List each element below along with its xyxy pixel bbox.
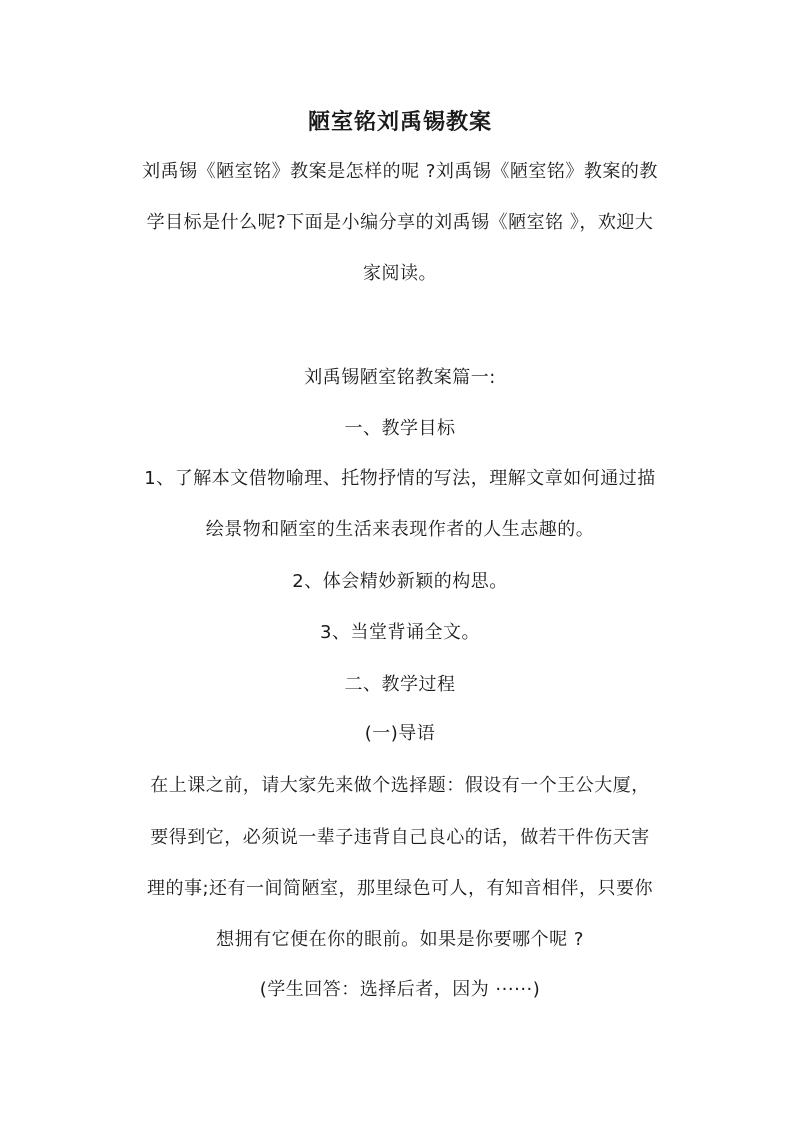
goal-2: 2、体会精妙新颖的构思。	[292, 571, 508, 592]
student-answer: (学生回答：选择后者，因为 ······)	[259, 979, 541, 1000]
intro-line-3: 家阅读。	[363, 263, 437, 284]
paragraph-line-1: 在上课之前，请大家先来做个选择题：假设有一个王公大厦，	[150, 775, 650, 796]
paragraph-line-4: 想拥有它便在你的眼前。如果是你要哪个呢 ?	[216, 929, 584, 950]
intro-subheading: (一)导语	[364, 723, 436, 744]
intro-line-1: 刘禹锡《陋室铭》教案是怎样的呢 ?刘禹锡《陋室铭》教案的教	[142, 161, 658, 182]
process-heading: 二、教学过程	[344, 674, 456, 695]
paragraph-line-2: 要得到它，必须说一辈子违背自己良心的话，做若干件伤天害	[150, 827, 650, 848]
goal-3: 3、当堂背诵全文。	[320, 622, 480, 643]
goal-1-line-1: 1、了解本文借物喻理、托物抒情的写法，理解文章如何通过描	[144, 468, 656, 489]
document-title: 陋室铭刘禹锡教案	[307, 109, 492, 135]
paragraph-line-3: 理的事;还有一间简陋室，那里绿色可人，有知音相伴，只要你	[146, 878, 654, 899]
goals-heading: 一、教学目标	[344, 418, 456, 439]
section-heading: 刘禹锡陋室铭教案篇一:	[304, 367, 496, 388]
goal-1-line-2: 绘景物和陋室的生活来表现作者的人生志趣的。	[205, 519, 595, 540]
intro-line-2: 学目标是什么呢?下面是小编分享的刘禹锡《陋室铭 》，欢迎大	[146, 212, 654, 233]
